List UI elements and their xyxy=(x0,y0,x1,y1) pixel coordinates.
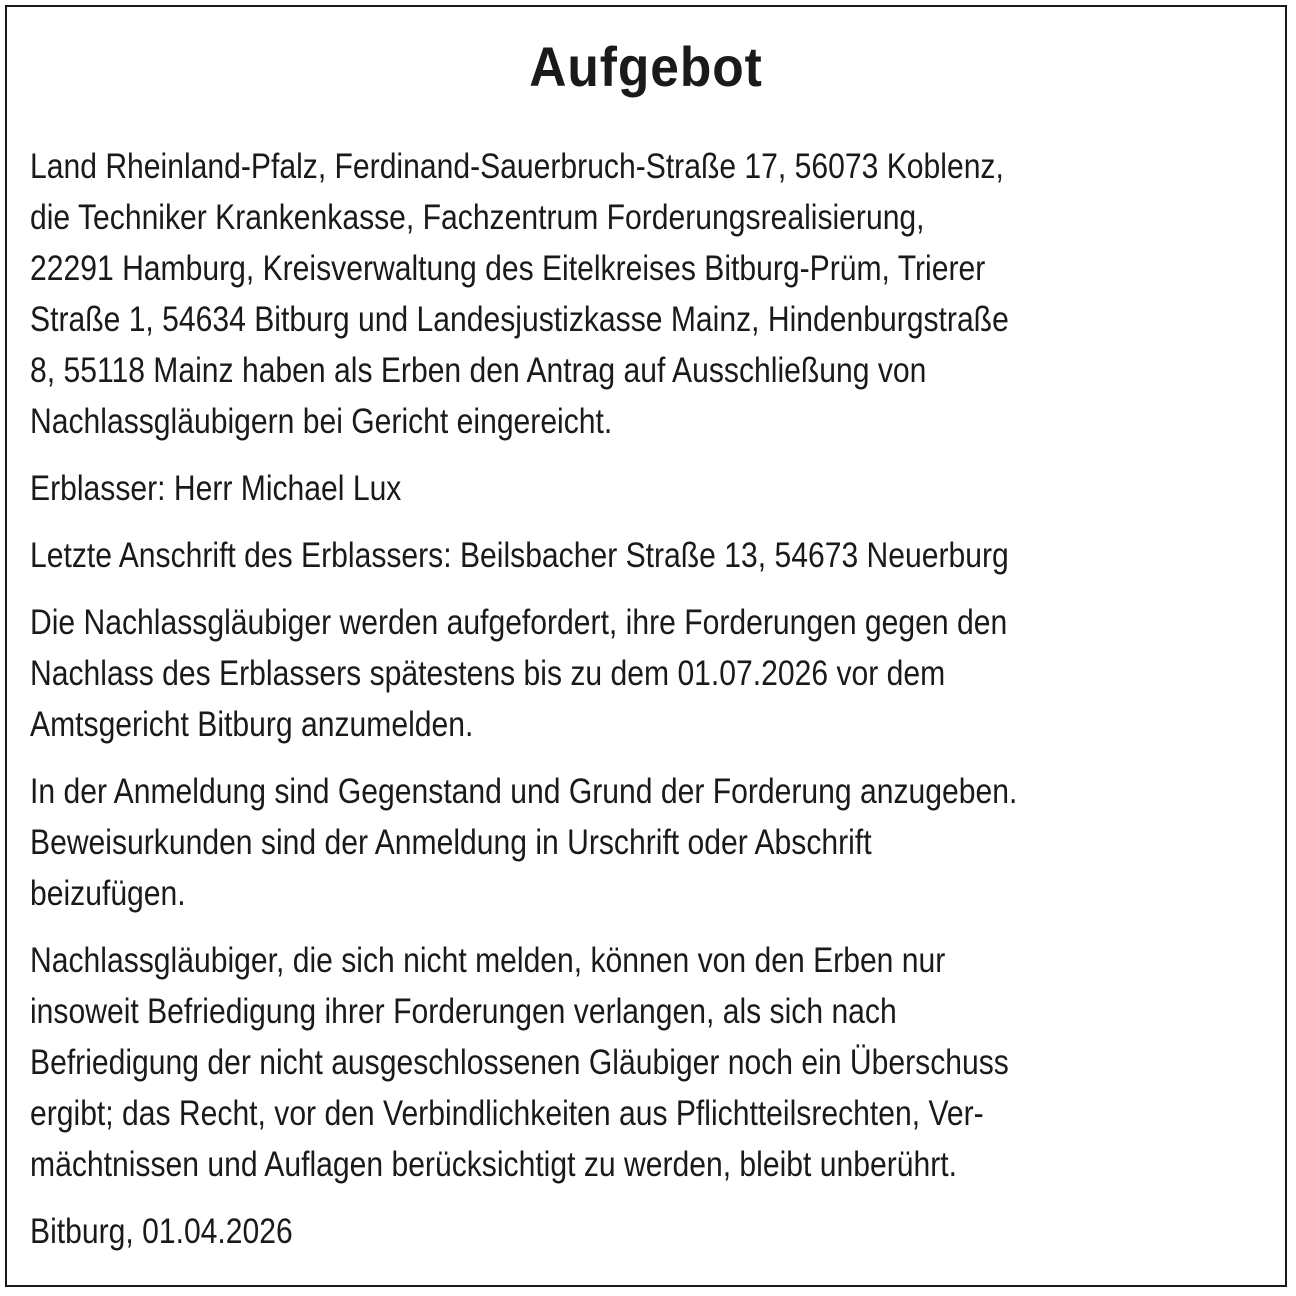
place-date-line: Bitburg, 01.04.2026 xyxy=(30,1212,293,1251)
decedent-paragraph: Erblasser: Herr Michael Lux xyxy=(30,469,402,508)
claim-requirements-paragraph: In der Anmeldung sind Gegenstand und Grund der Forderung anzugeben. Beweisurkunden sind der Anmeldung in Urschrift oder Abschrift beizufügen. xyxy=(30,772,1018,913)
last-address-paragraph: Letzte Anschrift des Erblassers: Beilsbacher Straße 13, 54673 Neuerburg xyxy=(30,536,1009,575)
applicants-paragraph: Land Rheinland-Pfalz, Ferdinand-Sauerbruch-Straße 17, 56073 Koblenz, die Techniker Krankenkasse, Fachzentrum Forderungsrealisierung, 22291 Hamburg, Kreisverwaltung des Eitelkreises Bitburg-Prüm, Trierer Straße 1, 54634 Bitburg und Landesjustizkasse Mainz, Hindenburgstraße 8, 55118 Mainz haben als Erben den Antrag auf Ausschließung von Nachlassgläubigern bei Gericht eingereicht. xyxy=(30,147,1009,441)
notice-title: Aufgebot xyxy=(529,35,763,98)
public-notice xyxy=(5,5,1287,1287)
notice-body xyxy=(30,141,1267,1273)
deadline-paragraph: Die Nachlassgläubiger werden aufgefordert, ihre Forderungen gegen den Nachlass des Erblassers spätestens bis zu dem 01.07.2026 vor dem Amtsgericht Bitburg anzumelden. xyxy=(30,603,1008,744)
consequences-paragraph: Nachlassgläubiger, die sich nicht melden, können von den Erben nur insoweit Befriedigung ihrer Forderungen verlangen, als sich nach Befriedigung der nicht ausgeschlossenen Gläubiger noch ein Überschuss ergibt; das Recht, vor den Verbindlichkeiten aus Pflichtteilsrechten, Ver- mächtnissen und Auflagen berücksichtigt zu werden, bleibt unberührt. xyxy=(30,941,1009,1184)
